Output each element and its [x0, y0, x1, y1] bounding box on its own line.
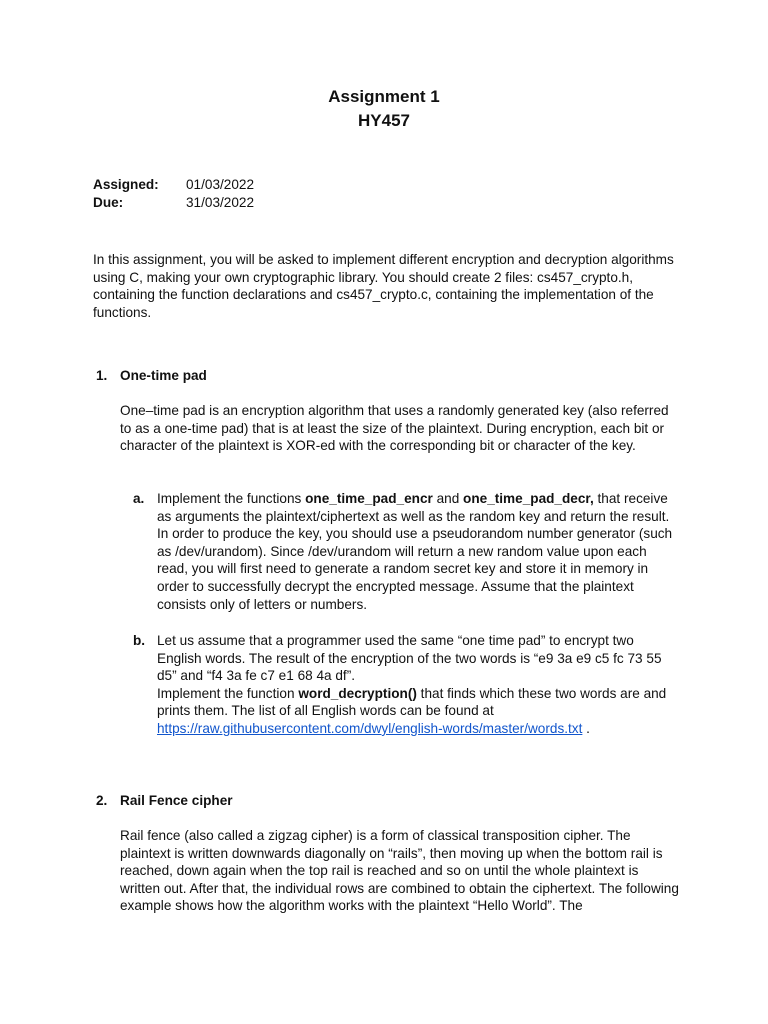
section-number: 2.	[96, 793, 108, 808]
section-body: One–time pad is an encryption algorithm that uses a randomly generated key (also referred to as a one-time pad) that is at least the size of the plaintext. During encryption, each bit or character of the plaintext is XOR-ed with the corresponding bit or character of the key.	[120, 403, 669, 454]
assigned-label: Assigned:	[93, 177, 159, 192]
due-row	[93, 194, 254, 212]
english-words-link[interactable]: https://raw.githubusercontent.com/dwyl/english-words/master/words.txt	[157, 720, 583, 736]
assigned-date: 01/03/2022	[186, 177, 255, 192]
intro-paragraph: In this assignment, you will be asked to implement different encryption and decryption algorithms using C, making your own cryptographic library. You should create 2 files: cs457_crypto.h, containing the function declarations and cs457_crypto.c, containing the implementation of the functions.	[93, 252, 674, 320]
section-body: Rail fence (also called a zigzag cipher) is a form of classical transposition cipher. The plaintext is written downwards diagonally on “rails”, then moving up when the bottom rail is reached, down again when the top rail is reached and so on until the whole plaintext is written out. After that, the individual rows are combined to obtain the ciphertext. The following example shows how the algorithm works with the plaintext “Hello World”. The	[120, 828, 679, 914]
assigned-row	[93, 176, 254, 194]
document-title: Assignment 1	[328, 87, 440, 106]
item-marker: b.	[133, 633, 146, 648]
list-item-b	[157, 632, 681, 738]
section-title-rail-fence: Rail Fence cipher	[120, 793, 233, 808]
list-item-a	[157, 490, 681, 613]
function-name: one_time_pad_encr	[305, 491, 433, 506]
due-date: 31/03/2022	[186, 195, 255, 210]
item-text: Implement the functions	[157, 491, 306, 506]
item-text: Implement the function	[157, 685, 299, 701]
item-marker: a.	[133, 491, 145, 506]
course-code: HY457	[358, 111, 410, 130]
item-text: that receive as arguments the plaintext/ciphertext as well as the random key and return the result. In order to produce the key, you should use a pseudorandom number generator (such as /dev/urandom). Since /dev/urandom will return a new random value upon each read, you will first need to generate a random secret key and store it in memory in order to successfully decrypt the encrypted message. Assume that the plaintext consists only of letters or numbers.	[157, 491, 673, 612]
function-name: one_time_pad_decr,	[463, 491, 594, 506]
item-text: that finds which these two words are and prints them. The list of all English words can be found at	[157, 685, 667, 719]
item-text: Let us assume that a programmer used the same “one time pad” to encrypt two English words. The result of the encryption of the two words is “e9 3a e9 c5 fc 73 55 d5” and “f4 3a fe c7 e1 68 4a df”.	[157, 633, 662, 684]
function-name: word_decryption()	[298, 685, 417, 701]
item-text: and	[432, 491, 464, 506]
due-label: Due:	[93, 195, 124, 210]
section-number: 1.	[96, 368, 108, 383]
item-text: .	[582, 720, 590, 736]
section-title-one-time-pad: One-time pad	[120, 368, 207, 383]
